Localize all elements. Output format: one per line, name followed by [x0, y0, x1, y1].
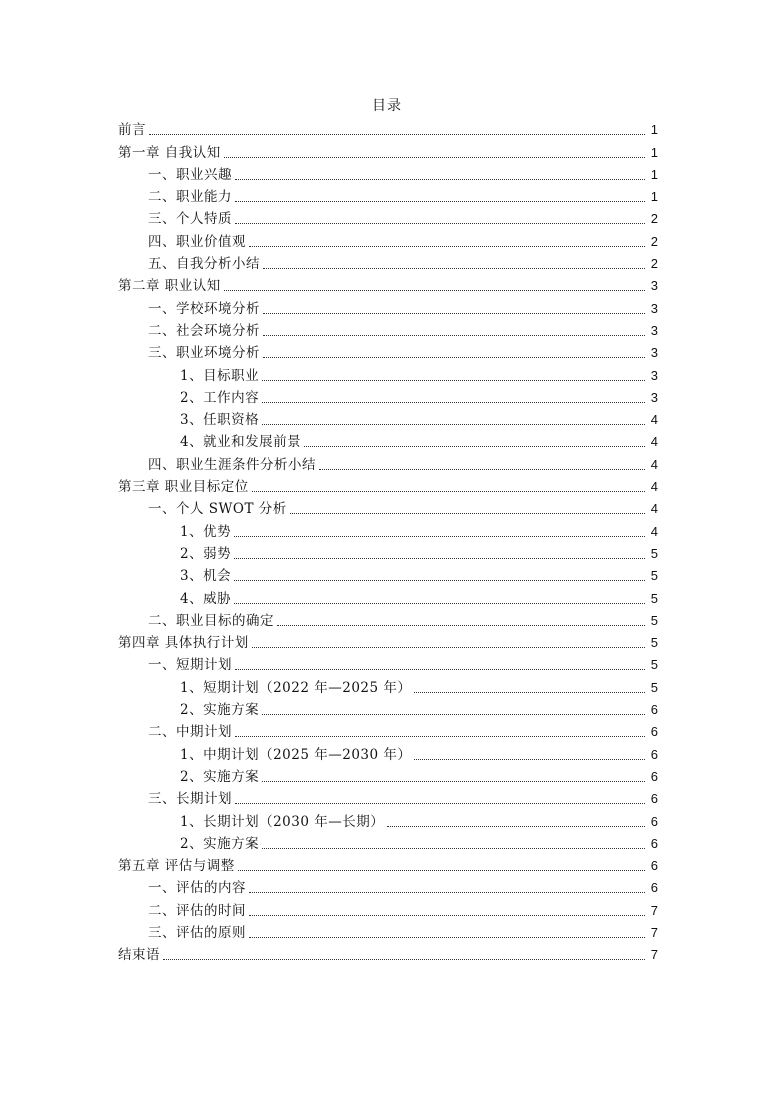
toc-dot-leader [263, 357, 645, 358]
toc-entry-page-number: 4 [650, 501, 658, 517]
toc-entry-page-number: 2 [650, 233, 658, 249]
toc-entry[interactable] [118, 163, 658, 185]
toc-entry-label: 3、机会 [180, 568, 232, 585]
toc-dot-leader [263, 268, 645, 269]
toc-entry-page-number: 5 [650, 590, 658, 606]
toc-entry-page-number: 7 [650, 924, 658, 940]
toc-entry-label: 3、任职资格 [180, 412, 260, 429]
toc-entry[interactable] [118, 519, 658, 541]
toc-dot-leader [263, 335, 645, 336]
toc-entry-page-number: 4 [650, 434, 658, 450]
toc-entry-label: 一、评估的内容 [148, 880, 246, 897]
toc-entry-label: 1、中期计划（2025 年—2030 年） [180, 746, 412, 763]
toc-entry-page-number: 1 [650, 122, 658, 138]
toc-entry[interactable] [118, 207, 658, 229]
toc-entry-label: 二、评估的时间 [148, 902, 246, 919]
toc-dot-leader [262, 781, 645, 782]
toc-entry-page-number: 6 [650, 746, 658, 762]
toc-entry-label: 第五章 评估与调整 [118, 858, 235, 875]
toc-entry[interactable] [118, 876, 658, 898]
toc-entry-page-number: 1 [650, 144, 658, 160]
toc-entry[interactable] [118, 140, 658, 162]
toc-entry-label: 第二章 职业认知 [118, 278, 221, 295]
toc-entry[interactable] [118, 898, 658, 920]
toc-entry[interactable] [118, 765, 658, 787]
toc-entry[interactable] [118, 408, 658, 430]
toc-entry[interactable] [118, 675, 658, 697]
toc-entry-label: 结束语 [118, 947, 160, 964]
toc-entry-page-number: 3 [650, 322, 658, 338]
toc-dot-leader [235, 201, 645, 202]
toc-entry-label: 四、职业生涯条件分析小结 [148, 456, 316, 473]
toc-entry-label: 1、优势 [180, 523, 232, 540]
toc-entry-label: 2、实施方案 [180, 702, 260, 719]
toc-dot-leader [252, 647, 645, 648]
toc-entry[interactable] [118, 252, 658, 274]
toc-entry-page-number: 3 [650, 300, 658, 316]
toc-entry[interactable] [118, 854, 658, 876]
toc-dot-leader [414, 759, 645, 760]
toc-entry-label: 四、职业价值观 [148, 233, 246, 250]
toc-dot-leader [249, 246, 645, 247]
toc-entry-page-number: 5 [650, 545, 658, 561]
toc-entry[interactable] [118, 229, 658, 251]
toc-entry-label: 三、长期计划 [148, 791, 232, 808]
toc-entry[interactable] [118, 653, 658, 675]
toc-entry-page-number: 6 [650, 768, 658, 784]
toc-entry-label: 2、工作内容 [180, 389, 260, 406]
toc-dot-leader [238, 870, 645, 871]
toc-entry-page-number: 6 [650, 880, 658, 896]
toc-dot-leader [235, 223, 645, 224]
toc-dot-leader [235, 736, 645, 737]
toc-entry[interactable] [118, 542, 658, 564]
toc-entry-page-number: 5 [650, 635, 658, 651]
toc-entry-page-number: 3 [650, 367, 658, 383]
toc-entry[interactable] [118, 475, 658, 497]
toc-entry-label: 一、个人 SWOT 分析 [148, 501, 287, 518]
toc-entry[interactable] [118, 564, 658, 586]
toc-entry[interactable] [118, 631, 658, 653]
toc-entry-page-number: 5 [650, 568, 658, 584]
toc-dot-leader [304, 446, 645, 447]
toc-entry-label: 第四章 具体执行计划 [118, 635, 249, 652]
toc-entry-page-number: 6 [650, 813, 658, 829]
toc-entry-label: 一、职业兴趣 [148, 166, 232, 183]
toc-entry-page-number: 7 [650, 947, 658, 963]
toc-dot-leader [290, 513, 645, 514]
toc-entry[interactable] [118, 118, 658, 140]
toc-entry[interactable] [118, 742, 658, 764]
toc-dot-leader [235, 669, 645, 670]
toc-dot-leader [235, 179, 645, 180]
toc-entry-page-number: 3 [650, 345, 658, 361]
toc-entry[interactable] [118, 296, 658, 318]
toc-entry-label: 第三章 职业目标定位 [118, 479, 249, 496]
toc-entry-label: 1、长期计划（2030 年—长期） [180, 813, 385, 830]
toc-entry[interactable] [118, 363, 658, 385]
toc-entry-label: 2、弱势 [180, 545, 232, 562]
toc-entry[interactable] [118, 452, 658, 474]
toc-dot-leader [262, 848, 645, 849]
toc-entry-label: 二、职业目标的确定 [148, 612, 274, 629]
toc-dot-leader [234, 603, 645, 604]
toc-entry[interactable] [118, 497, 658, 519]
toc-entry-page-number: 4 [650, 412, 658, 428]
toc-entry[interactable] [118, 586, 658, 608]
toc-entry-page-number: 4 [650, 456, 658, 472]
toc-entry[interactable] [118, 809, 658, 831]
toc-entry-page-number: 5 [650, 657, 658, 673]
toc-dot-leader [249, 915, 645, 916]
toc-entry-label: 2、实施方案 [180, 835, 260, 852]
toc-dot-leader [249, 892, 645, 893]
toc-entry-label: 二、社会环境分析 [148, 322, 260, 339]
toc-entry[interactable] [118, 609, 658, 631]
toc-entry-label: 2、实施方案 [180, 768, 260, 785]
toc-dot-leader [414, 692, 645, 693]
toc-entry[interactable] [118, 720, 658, 742]
toc-dot-leader [235, 803, 645, 804]
toc-dot-leader [262, 714, 645, 715]
toc-entry-page-number: 6 [650, 724, 658, 740]
toc-entry[interactable] [118, 341, 658, 363]
toc-entry-label: 三、职业环境分析 [148, 345, 260, 362]
toc-dot-leader [263, 313, 645, 314]
toc-dot-leader [234, 536, 645, 537]
toc-dot-leader [262, 402, 645, 403]
toc-entry-page-number: 6 [650, 835, 658, 851]
toc-entry-label: 第一章 自我认知 [118, 144, 221, 161]
toc-entry[interactable] [118, 698, 658, 720]
toc-entry[interactable] [118, 386, 658, 408]
toc-entry[interactable] [118, 274, 658, 296]
toc-dot-leader [252, 491, 645, 492]
toc-entry-page-number: 2 [650, 256, 658, 272]
toc-dot-leader [163, 959, 645, 960]
toc-dot-leader [249, 937, 645, 938]
toc-dot-leader [234, 580, 645, 581]
toc-entry-page-number: 1 [650, 189, 658, 205]
toc-entry-label: 一、短期计划 [148, 657, 232, 674]
toc-entry-label: 一、学校环境分析 [148, 300, 260, 317]
toc-entry-page-number: 1 [650, 166, 658, 182]
toc-entry-page-number: 7 [650, 902, 658, 918]
toc-entry-label: 五、自我分析小结 [148, 256, 260, 273]
toc-entry-page-number: 4 [650, 523, 658, 539]
toc-entry-label: 1、短期计划（2022 年—2025 年） [180, 679, 412, 696]
toc-entry-label: 1、目标职业 [180, 367, 260, 384]
toc-entry[interactable] [118, 319, 658, 341]
toc-dot-leader [277, 625, 645, 626]
toc-dot-leader [224, 290, 645, 291]
toc-entry-label: 4、就业和发展前景 [180, 434, 302, 451]
toc-entry-label: 三、评估的原则 [148, 924, 246, 941]
toc-dot-leader [149, 134, 645, 135]
toc-dot-leader [262, 424, 645, 425]
toc-dot-leader [234, 558, 645, 559]
toc-entry-label: 二、中期计划 [148, 724, 232, 741]
toc-entry-label: 前言 [118, 122, 146, 139]
toc-entry[interactable] [118, 943, 658, 965]
toc-entry-page-number: 5 [650, 612, 658, 628]
toc-entry-label: 三、个人特质 [148, 211, 232, 228]
toc-dot-leader [387, 826, 645, 827]
toc-dot-leader [224, 157, 645, 158]
toc-entry-page-number: 6 [650, 702, 658, 718]
toc-entry-label: 二、职业能力 [148, 189, 232, 206]
toc-entry-page-number: 4 [650, 479, 658, 495]
toc-entry-page-number: 6 [650, 791, 658, 807]
toc-entry[interactable] [118, 832, 658, 854]
toc-entry[interactable] [118, 185, 658, 207]
toc-entry-page-number: 3 [650, 389, 658, 405]
toc-title: 目录 [372, 98, 402, 114]
toc-entry[interactable] [118, 430, 658, 452]
toc-entry-label: 4、威胁 [180, 590, 232, 607]
toc-entry-page-number: 5 [650, 679, 658, 695]
toc-entry[interactable] [118, 787, 658, 809]
toc-list [118, 118, 658, 965]
toc-entry[interactable] [118, 921, 658, 943]
toc-entry-page-number: 3 [650, 278, 658, 294]
toc-dot-leader [262, 380, 645, 381]
toc-entry-page-number: 6 [650, 858, 658, 874]
toc-dot-leader [319, 469, 645, 470]
toc-entry-page-number: 2 [650, 211, 658, 227]
